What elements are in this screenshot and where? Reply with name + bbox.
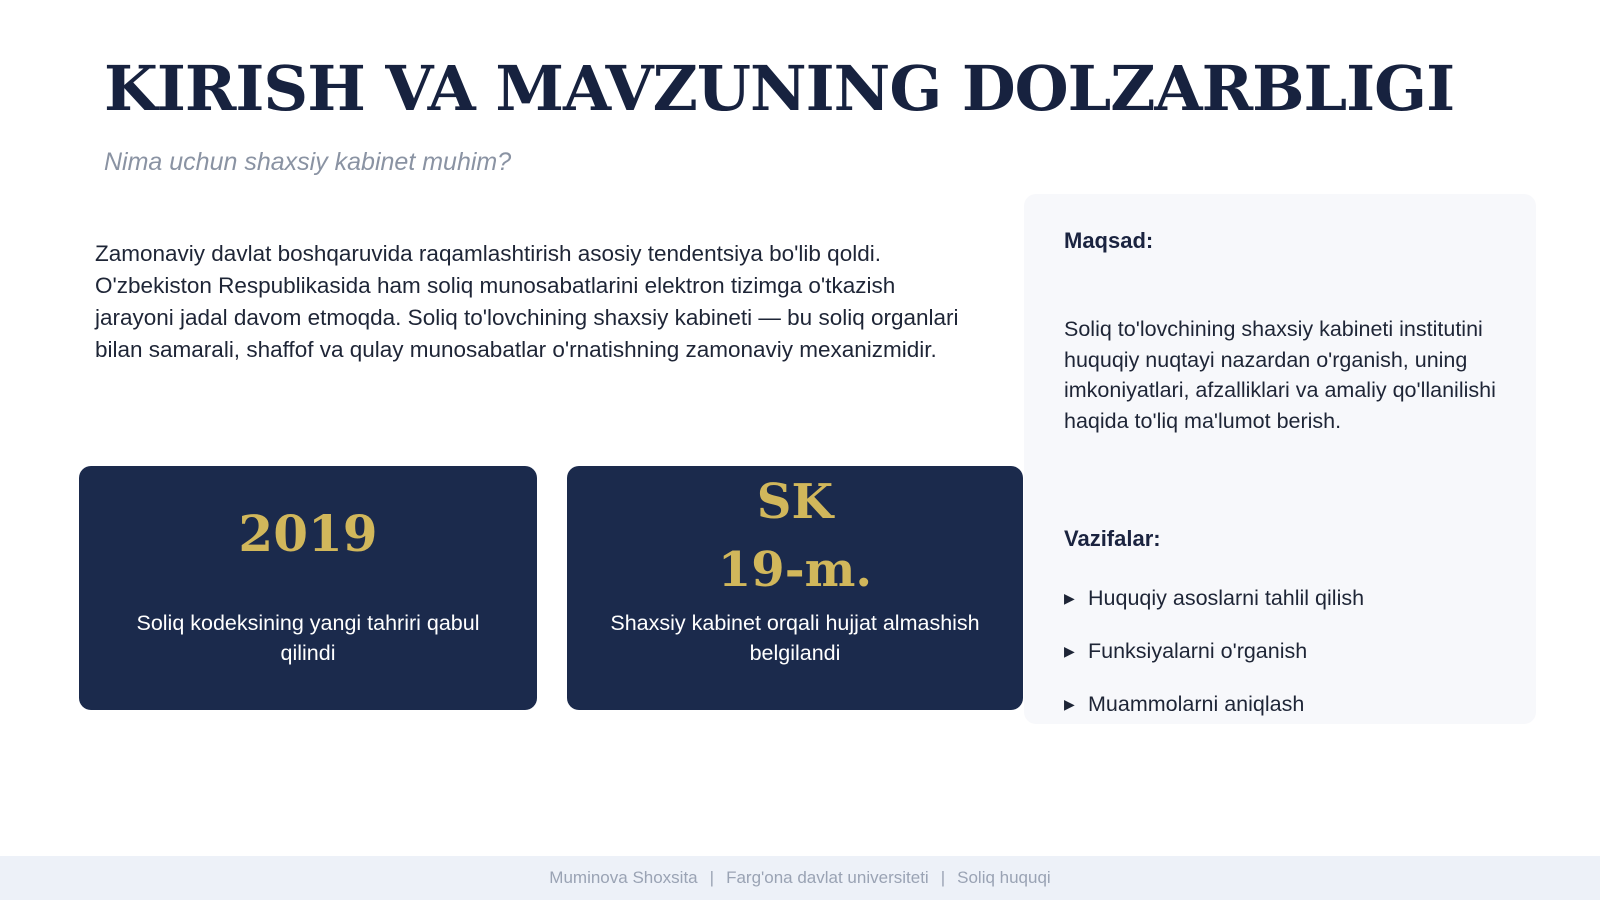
goal-text: Soliq to'lovchining shaxsiy kabineti institutini huquqiy nuqtayi nazardan o'rganish, uning imkoniyatlari, afzalliklari va amaliy qo'llanilishi haqida to'liq ma'lumot berish. <box>1064 317 1496 433</box>
stat-card-sk <box>567 466 1023 710</box>
task-item <box>1064 678 1364 731</box>
footer-separator: | <box>709 868 715 887</box>
triangle-bullet-icon: ▶ <box>1064 590 1075 606</box>
task-label: Muammolarni aniqlash <box>1088 692 1305 716</box>
goal-heading: Maqsad: <box>1064 228 1154 253</box>
stat-label: Soliq kodeksining yangi tahriri qabul qilindi <box>136 611 480 665</box>
task-item <box>1064 625 1364 678</box>
footer-university: Farg'ona davlat universiteti <box>726 868 929 887</box>
stat-label: Shaxsiy kabinet orqali hujjat almashish belgilandi <box>610 611 980 665</box>
tasks-heading: Vazifalar: <box>1064 526 1161 551</box>
triangle-bullet-icon: ▶ <box>1064 643 1075 659</box>
task-label: Huquqiy asoslarni tahlil qilish <box>1088 586 1365 610</box>
triangle-bullet-icon: ▶ <box>1064 696 1075 712</box>
stat-value-line: 2019 <box>238 504 378 563</box>
slide-footer <box>0 856 1600 900</box>
stat-card-2019 <box>79 466 537 710</box>
slide-subtitle: Nima uchun shaxsiy kabinet muhim? <box>104 148 512 176</box>
intro-paragraph: Zamonaviy davlat boshqaruvida raqamlashtirish asosiy tendentsiya bo'lib qoldi. O'zbekiston Respublikasida ham soliq munosabatlarini elektron tizimga o'tkazish jarayoni jadal davom etmoqda. Soliq to'lovchining shaxsiy kabineti — bu soliq organlari bilan samarali, shaffof va qulay munosabatlar o'rnatishning zamonaviy mexanizmidir. <box>95 241 959 362</box>
task-item <box>1064 572 1364 625</box>
slide-title: KIRISH VA MAVZUNING DOLZARBLIGI <box>104 52 1455 125</box>
stat-value <box>567 468 1023 604</box>
stat-value-line: SK <box>756 474 834 530</box>
footer-author: Muminova Shoxsita <box>549 868 698 887</box>
task-label: Funksiyalarni o'rganish <box>1088 639 1308 663</box>
task-list <box>1064 572 1364 731</box>
stat-value <box>79 504 537 563</box>
goals-panel <box>1024 194 1536 724</box>
stat-value-line: 19-m. <box>717 542 873 598</box>
footer-subject: Soliq huquqi <box>957 868 1051 887</box>
footer-separator: | <box>940 868 946 887</box>
